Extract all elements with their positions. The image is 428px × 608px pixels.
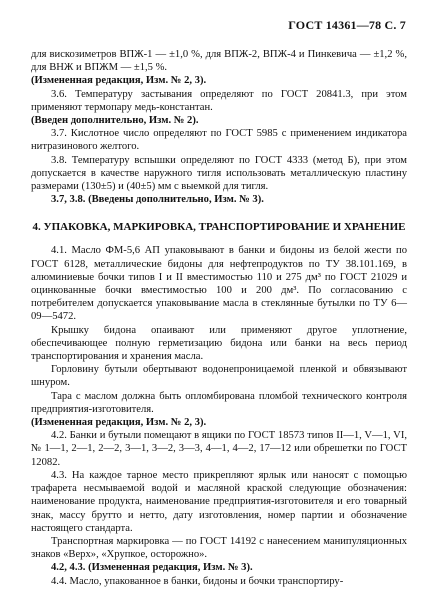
section-3-continuation: [31, 48, 407, 206]
paragraph: 4.1. Масло ФМ-5,6 АП упаковывают в банки и бидоны из белой жести по ГОСТ 6128, металлические бидоны для нефтепродуктов по ТУ 38.101.169, в алюминиевые бочки типов I и II вместимостью 110 и 275 дм³ по ГОСТ 21029 и оцинкованные бочки вместимостью 100 и 200 дм³. По согласованию с потребителем допускается упаковывание масла в стеклянные бутылки по ТУ 6—09—5472.: [31, 245, 407, 323]
paragraph: 3.7. Кислотное число определяют по ГОСТ 5985 с применением индикатора нитразинового желтого.: [31, 128, 407, 153]
page-header: ГОСТ 14361—78 С. 7: [288, 18, 406, 32]
amendment-note: 3.7, 3.8. (Введены дополнительно, Изм. № 3).: [51, 194, 264, 206]
paragraph: Тара с маслом должна быть опломбирована пломбой технического контроля предприятия-изготовителя.: [31, 390, 407, 415]
paragraph: Крышку бидона опаивают или применяют другое уплотнение, обеспечивающее полную герметизацию бидона или банки на весь период транспортирования и хранения масла.: [31, 324, 407, 363]
section-4-body: [31, 244, 407, 587]
amendment-note: (Введен дополнительно, Изм. № 2).: [31, 115, 199, 127]
page-body: [31, 48, 407, 588]
paragraph: для вискозиметров ВПЖ-1 — ±1,0 %, для ВПЖ-2, ВПЖ-4 и Пинкевича — ±1,2 %, для ВНЖ и ВПЖМ — ±1,5 %.: [31, 49, 407, 74]
paragraph: Горловину бутыли обертывают водонепроницаемой пленкой и обвязывают шнуром.: [31, 364, 407, 389]
paragraph: 4.4. Масло, упакованное в банки, бидоны и бочки транспортиру-: [51, 575, 344, 587]
paragraph: 4.3. На каждое тарное место прикрепляют ярлык или наносят с помощью трафарета несмываемой водой и масляной краской следующие обозначения: наименование продукта, наименование предприятия-изготовителя и его товарный знак, массу брутто и нетто, дату изготовления, номер партии и обозначение настоящего стандарта.: [31, 469, 407, 534]
paragraph: Транспортная маркировка — по ГОСТ 14192 с нанесением манипуляционных знаков «Верх», «Хрупкое, осторожно».: [31, 535, 407, 561]
paragraph: 4.2. Банки и бутыли помещают в ящики по ГОСТ 18573 типов II—1, V—1, VI, № 1—1, 2—1, 2—2, 3—1, 3—2, 3—3, 4—1, 4—2, 17—12 или обрешетки по ГОСТ 12082.: [31, 430, 407, 468]
paragraph: 3.8. Температуру вспышки определяют по ГОСТ 4333 (метод Б), при этом допускается в качестве наружного тигля использовать металлическую пластину размерами (130±5) и (40±5) мм с выемкой для тигля.: [31, 154, 407, 193]
amendment-note: (Измененная редакция, Изм. № 2, 3).: [31, 75, 207, 87]
paragraph: 3.6. Температуру застывания определяют по ГОСТ 20841.3, при этом применяют термопару медь-константан.: [31, 88, 407, 113]
section-title: 4. УПАКОВКА, МАРКИРОВКА, ТРАНСПОРТИРОВАНИЕ И ХРАНЕНИЕ: [32, 221, 406, 234]
amendment-note: 4.2, 4.3. (Измененная редакция, Изм. № 3).: [51, 562, 253, 574]
amendment-note: (Измененная редакция, Изм. № 2, 3).: [31, 417, 207, 429]
